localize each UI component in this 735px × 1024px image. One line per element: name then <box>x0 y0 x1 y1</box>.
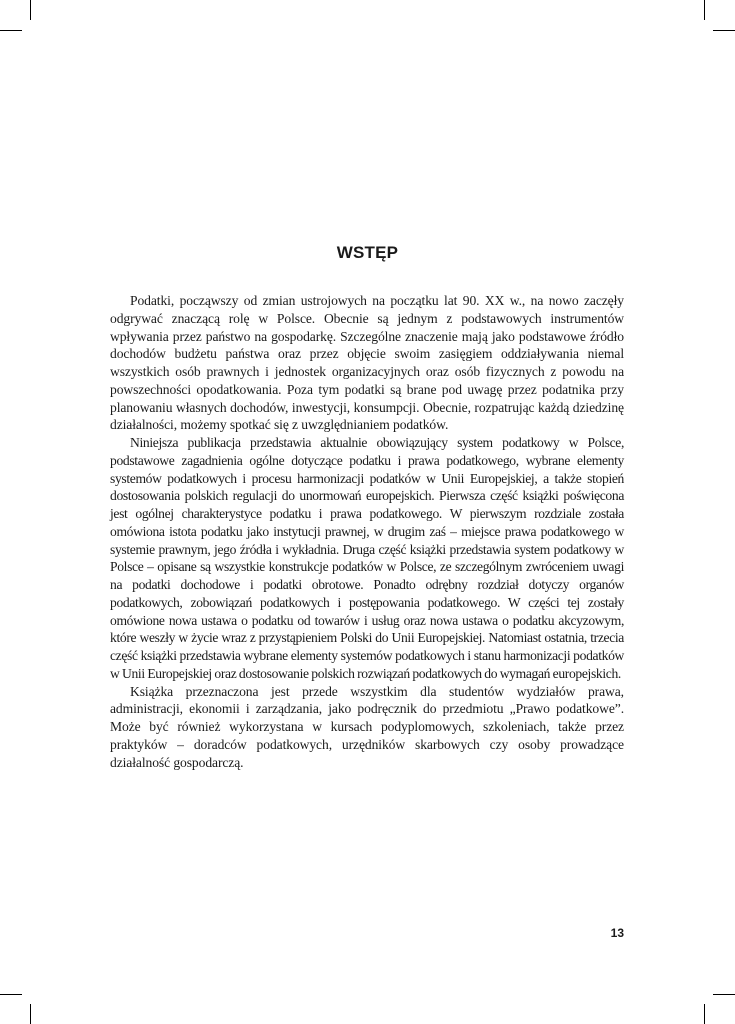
chapter-title: WSTĘP <box>336 243 399 263</box>
crop-mark-bottom-left-vertical <box>30 1004 31 1024</box>
crop-mark-bottom-left-horizontal <box>0 994 22 995</box>
crop-mark-bottom-right-vertical <box>704 1004 705 1024</box>
paragraph-3: Książka przeznaczona jest przede wszystkim dla studentów wydziałów prawa, administracji, ekonomii i zarządzania, jako podręcznik do przedmiotu „Prawo podatkowe”. Może być również wykorzystana w kursach podyplomowych, szkoleniach, także przez praktyków – doradców podatkowych, urzędników skarbowych czy osoby prowadzące działalność gospodarczą. <box>110 683 624 770</box>
crop-mark-top-left-vertical <box>30 0 31 20</box>
crop-mark-top-left-horizontal <box>0 30 22 31</box>
paragraph-2: Niniejsza publikacja przedstawia aktualnie obowiązujący system podatkowy w Polsce, podstawowe zagadnienia ogólne dotyczące podatku i prawa podatkowego, wybrane elementy systemów podatkowych i procesu harmonizacji podatków w Unii Europejskiej, a także stopień dostosowania polskich regulacji do unormowań europejskich. Pierwsza część książki poświęcona jest ogólnej charakterystyce podatku i prawa podatkowego. W pierwszym rozdziale została omówiona istota podatku jako instytucji prawnej, w drugim zaś – miejsce prawa podatkowego w systemie prawnym, jego źródła i wykładnia. Druga część książki przedstawia system podatkowy w Polsce – opisane są wszystkie konstrukcje podatków w Polsce, ze szczególnym zwróceniem uwagi na podatki dochodowe i podatki obrotowe. Ponadto odrębny rozdział dotyczy organów podatkowych, zobowiązań podatkowych i postępowania podatkowego. W części tej zostały omówione nowa ustawa o podatku od towarów i usług oraz nowa ustawa o podatku akcyzowym, które weszły w życie wraz z przystąpieniem Polski do Unii Europejskiej. Natomiast ostatnia, trzecia część książki przedstawia wybrane elementy systemów podatkowych i stanu harmonizacji podatków w Unii Europejskiej oraz dostosowanie polskich rozwiązań podatkowych do wymagań europejskich. <box>110 435 624 681</box>
crop-mark-bottom-right-horizontal <box>713 994 735 995</box>
page-number: 13 <box>610 926 624 940</box>
body-text <box>110 292 624 771</box>
crop-mark-top-right-horizontal <box>713 30 735 31</box>
paragraph-1: Podatki, począwszy od zmian ustrojowych na początku lat 90. XX w., na nowo zaczęły odgrywać znaczącą rolę w Polsce. Obecnie są jednym z podstawowych instrumentów wpływania przez państwo na gospodarkę. Szczególne znaczenie mają jako podstawowe źródło dochodów budżetu państwa oraz przez objęcie swoim zasięgiem oddziaływania niemal wszystkich osób prawnych i jednostek organizacyjnych oraz osób fizycznych z powodu na powszechności opodatkowania. Poza tym podatki są brane pod uwagę przez podatnika przy planowaniu własnych dochodów, inwestycji, konsumpcji. Obecnie, rozpatrując każdą dziedzinę działalności, możemy spotkać się z uwzględnianiem podatków. <box>110 293 624 433</box>
crop-mark-top-right-vertical <box>704 0 705 20</box>
